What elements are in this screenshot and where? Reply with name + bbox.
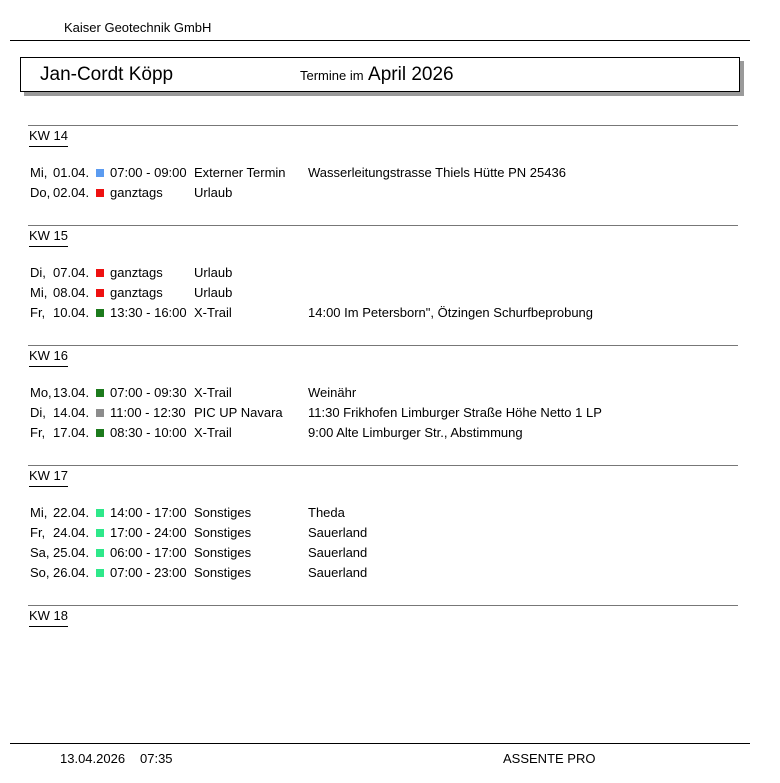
appointment-row[interactable]: [28, 263, 738, 283]
appointment-row[interactable]: [28, 403, 738, 423]
category-color-marker: [96, 169, 104, 177]
print-time: 07:35: [140, 751, 173, 766]
week-divider: [28, 605, 738, 606]
week-divider: [28, 125, 738, 126]
date-label: 13.04.: [53, 385, 90, 400]
category-color-marker: [96, 389, 104, 397]
appointment-description: 9:00 Alte Limburger Str., Abstimmung: [308, 425, 523, 440]
brand-name: ASSENTE PRO: [503, 751, 596, 766]
appointment-description: Weinähr: [308, 385, 357, 400]
date-label: 22.04.: [53, 505, 90, 520]
appointment-type: Urlaub: [194, 285, 233, 300]
appointment-description: Theda: [308, 505, 345, 520]
month-heading: [300, 64, 454, 86]
appointment-row[interactable]: [28, 163, 738, 183]
appointment-type: X-Trail: [194, 305, 232, 320]
header-box: [20, 57, 740, 92]
bottom-divider: [10, 743, 750, 744]
appointment-type: Urlaub: [194, 265, 233, 280]
time-range: ganztags: [110, 265, 163, 280]
weekday-label: Mi,: [30, 165, 48, 180]
appointment-type: Sonstiges: [194, 545, 252, 560]
appointment-description: Sauerland: [308, 525, 368, 540]
appointment-description: 11:30 Frikhofen Limburger Straße Höhe Netto 1 LP: [308, 405, 602, 420]
month-label-value: April 2026: [368, 64, 454, 85]
appointment-row[interactable]: [28, 283, 738, 303]
week-label: KW 15: [29, 228, 68, 247]
date-label: 07.04.: [53, 265, 90, 280]
company-name: Kaiser Geotechnik GmbH: [64, 20, 212, 35]
week-label: KW 14: [29, 128, 68, 147]
week-label: KW 18: [29, 608, 68, 627]
weekday-label: So,: [30, 565, 50, 580]
week-section: [28, 465, 738, 583]
appointment-type: Urlaub: [194, 185, 233, 200]
appointment-row[interactable]: [28, 383, 738, 403]
category-color-marker: [96, 549, 104, 557]
time-range: 07:00 - 09:30: [110, 385, 187, 400]
person-name: Jan-Cordt Köpp: [40, 64, 174, 85]
week-section: [28, 345, 738, 443]
top-divider: [10, 40, 750, 41]
week-divider: [28, 225, 738, 226]
weekday-label: Do,: [30, 185, 51, 200]
date-label: 08.04.: [53, 285, 90, 300]
category-color-marker: [96, 189, 104, 197]
weekday-label: Di,: [30, 405, 46, 420]
category-color-marker: [96, 569, 104, 577]
time-range: 13:30 - 16:00: [110, 305, 187, 320]
category-color-marker: [96, 409, 104, 417]
month-label-prefix: Termine im: [300, 68, 364, 83]
category-color-marker: [96, 529, 104, 537]
appointment-row[interactable]: [28, 543, 738, 563]
category-color-marker: [96, 509, 104, 517]
week-divider: [28, 465, 738, 466]
week-label: KW 16: [29, 348, 68, 367]
week-section: [28, 125, 738, 203]
appointment-row[interactable]: [28, 563, 738, 583]
weekday-label: Sa,: [30, 545, 50, 560]
appointment-row[interactable]: [28, 423, 738, 443]
date-label: 26.04.: [53, 565, 90, 580]
print-date: 13.04.2026: [60, 751, 126, 766]
weekday-label: Mi,: [30, 285, 48, 300]
category-color-marker: [96, 289, 104, 297]
date-label: 10.04.: [53, 305, 90, 320]
weekday-label: Fr,: [30, 525, 46, 540]
appointment-type: Sonstiges: [194, 565, 252, 580]
week-label: KW 17: [29, 468, 68, 487]
appointment-type: PIC UP Navara: [194, 405, 283, 420]
category-color-marker: [96, 429, 104, 437]
appointment-row[interactable]: [28, 523, 738, 543]
appointment-type: X-Trail: [194, 385, 232, 400]
weekday-label: Mi,: [30, 505, 48, 520]
weekday-label: Fr,: [30, 305, 46, 320]
week-section: [28, 225, 738, 323]
time-range: 07:00 - 23:00: [110, 565, 187, 580]
time-range: ganztags: [110, 285, 163, 300]
time-range: 06:00 - 17:00: [110, 545, 187, 560]
time-range: 17:00 - 24:00: [110, 525, 187, 540]
appointment-type: Sonstiges: [194, 525, 252, 540]
appointment-row[interactable]: [28, 503, 738, 523]
time-range: 07:00 - 09:00: [110, 165, 187, 180]
date-label: 02.04.: [53, 185, 90, 200]
appointment-row[interactable]: [28, 303, 738, 323]
week-section: [28, 605, 738, 643]
appointment-type: Sonstiges: [194, 505, 252, 520]
date-label: 25.04.: [53, 545, 90, 560]
category-color-marker: [96, 269, 104, 277]
appointment-type: Externer Termin: [194, 165, 286, 180]
appointment-description: Sauerland: [308, 565, 368, 580]
time-range: 14:00 - 17:00: [110, 505, 187, 520]
category-color-marker: [96, 309, 104, 317]
date-label: 24.04.: [53, 525, 90, 540]
week-divider: [28, 345, 738, 346]
appointment-description: Wasserleitungstrasse Thiels Hütte PN 25436: [308, 165, 566, 180]
time-range: ganztags: [110, 185, 163, 200]
weekday-label: Di,: [30, 265, 46, 280]
time-range: 08:30 - 10:00: [110, 425, 187, 440]
time-range: 11:00 - 12:30: [110, 405, 186, 420]
date-label: 14.04.: [53, 405, 90, 420]
appointment-type: X-Trail: [194, 425, 232, 440]
appointment-description: 14:00 Im Petersborn", Ötzingen Schurfbeprobung: [308, 305, 594, 320]
weekday-label: Fr,: [30, 425, 46, 440]
appointment-description: Sauerland: [308, 545, 368, 560]
weekday-label: Mo,: [30, 385, 52, 400]
date-label: 17.04.: [53, 425, 90, 440]
appointment-row[interactable]: [28, 183, 738, 203]
date-label: 01.04.: [53, 165, 90, 180]
